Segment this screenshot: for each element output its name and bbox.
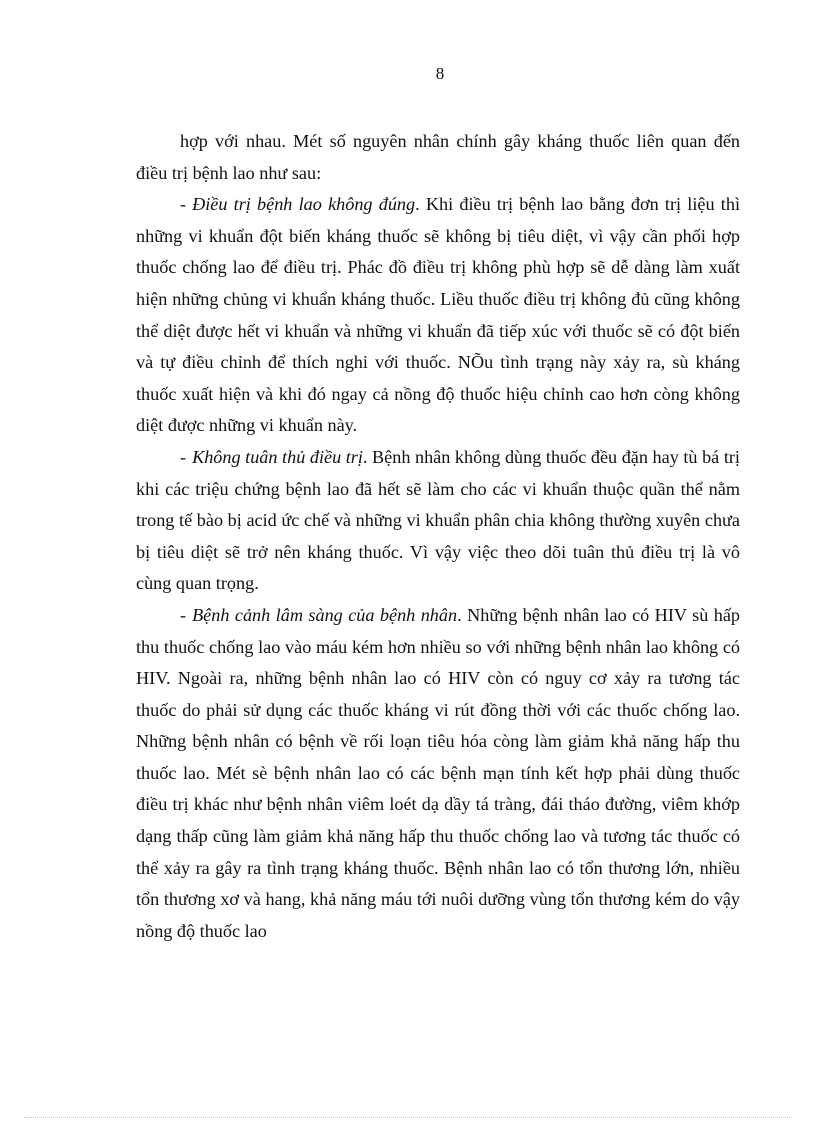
page-number: 8 — [435, 64, 445, 83]
paragraph-clinical-condition — [136, 600, 740, 948]
list-dash: - — [180, 194, 187, 215]
paragraph-non-adherence — [136, 442, 740, 600]
list-dash: - — [180, 604, 187, 625]
paragraph-text: hợp với nhau. Mét số nguyên nhân chính gây kháng thuốc liên quan đến điều trị bệnh lao như sau: — [136, 131, 740, 183]
paragraph-text: . Bệnh nhân không dùng thuốc đều đặn hay tù bá trị khi các triệu chứng bệnh lao đã hết sẽ làm cho các vi khuẩn thuộc quần thể nằm trong tế bào bị acid ức chế và những vi khuẩn phân chia không thường xuyên chưa bị tiêu diệt sẽ trở nên kháng thuốc. Vì vậy việc theo dõi tuân thủ điều trị là vô cùng quan trọng. — [136, 446, 740, 594]
page-bottom-divider — [24, 1117, 792, 1118]
paragraph-heading: Điều trị bệnh lao không đúng — [192, 194, 416, 215]
paragraph-heading: Bệnh cảnh lâm sàng của bệnh nhân — [192, 604, 458, 625]
paragraph-text: . Khi điều trị bệnh lao bằng đơn trị liệu thì những vi khuẩn đột biến kháng thuốc sẽ không bị tiêu diệt, vì vậy cần phối hợp thuốc chống lao để điều trị. Phác đồ điều trị không phù hợp sẽ dễ dàng làm xuất hiện những chủng vi khuẩn kháng thuốc. Liều thuốc điều trị không đủ cũng không thể diệt được hết vi khuẩn và những vi khuẩn đã tiếp xúc với thuốc sẽ có đột biến và tự điều chỉnh để thích nghi với thuốc. NÕu tình trạng này xảy ra, sù kháng thuốc xuất hiện và khi đó ngay cả nồng độ thuốc hiệu chỉnh cao hơn còng không diệt được những vi khuẩn này. — [136, 194, 740, 436]
paragraph-incorrect-treatment — [136, 189, 740, 442]
body-text — [136, 126, 740, 947]
paragraph-text: . Những bệnh nhân lao có HIV sù hấp thu thuốc chống lao vào máu kém hơn nhiều so với những bệnh nhân lao không có HIV. Ngoài ra, những bệnh nhân lao có HIV còn có nguy cơ xảy ra tương tác thuốc do phải sử dụng các thuốc kháng vi rút đồng thời với các thuốc chống lao. Những bệnh nhân có bệnh về rối loạn tiêu hóa còng làm giảm khả năng hấp thu thuốc lao. Mét sè bệnh nhân lao có các bệnh mạn tính kết hợp phải dùng thuốc điều trị khác như bệnh nhân viêm loét dạ dầy tá tràng, đái tháo đường, viêm khớp dạng thấp cũng làm giảm khả năng hấp thu thuốc chống lao và tương tác thuốc có thể xảy ra gây ra tình trạng kháng thuốc. Bệnh nhân lao có tổn thương lớn, nhiều tổn thương xơ và hang, khả năng máu tới nuôi dưỡng vùng tổn thương kém do vậy nồng độ thuốc lao — [136, 604, 740, 941]
paragraph-heading: Không tuân thủ điều trị — [192, 446, 363, 467]
paragraph-intro-continuation — [136, 126, 740, 189]
list-dash: - — [180, 446, 187, 467]
